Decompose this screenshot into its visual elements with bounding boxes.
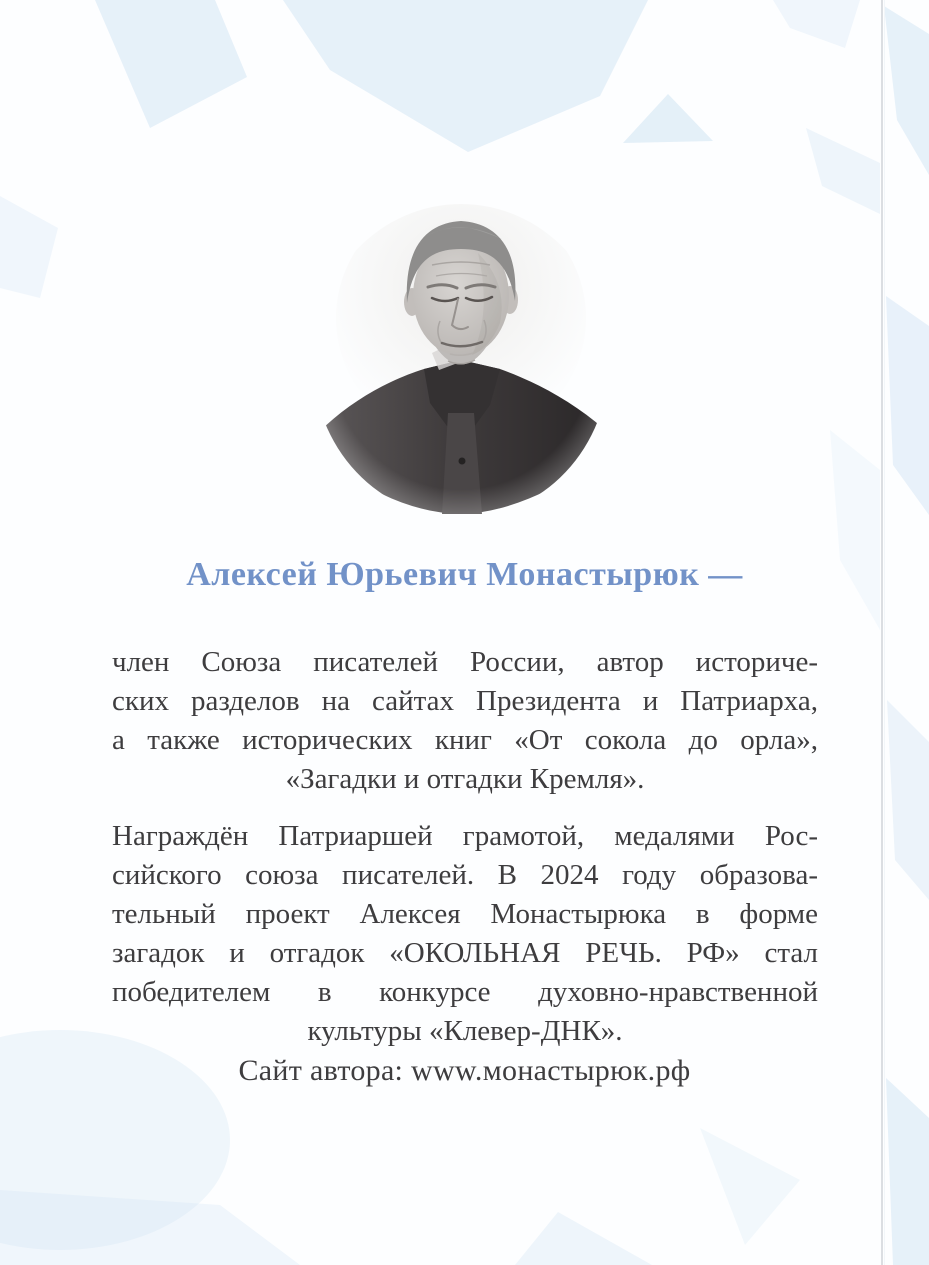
- bio-line: сийского союза писателей. В 2024 году образова-: [112, 859, 818, 891]
- bio-paragraph-2: [112, 817, 818, 1051]
- bio-line: культуры «Клевер-ДНК».: [307, 1015, 623, 1047]
- bio-line: победителем в конкурсе духовно-нравственной: [112, 976, 818, 1008]
- website-line: Сайт автора: www.монастырюк.рф: [238, 1054, 691, 1087]
- bio-line: Награждён Патриаршей грамотой, медалями Рос-: [112, 820, 818, 852]
- bio-line: «Загадки и отгадки Кремля».: [285, 763, 645, 795]
- bio-line: а также исторических книг «От сокола до орла»,: [112, 724, 818, 756]
- bio-line: член Союза писателей России, автор историче-: [112, 646, 818, 678]
- bio-line: тельный проект Алексея Монастырюка в форме: [112, 898, 818, 930]
- author-portrait: [312, 203, 610, 519]
- bio-paragraph-1: [112, 643, 818, 799]
- author-name-heading: Алексей Юрьевич Монастырюк —: [186, 556, 743, 593]
- vignette-fade: [312, 203, 610, 519]
- bio-line: ских разделов на сайтах Президента и Патриарха,: [112, 685, 818, 717]
- bio-line: загадок и отгадок «ОКОЛЬНАЯ РЕЧЬ. РФ» стал: [112, 937, 818, 969]
